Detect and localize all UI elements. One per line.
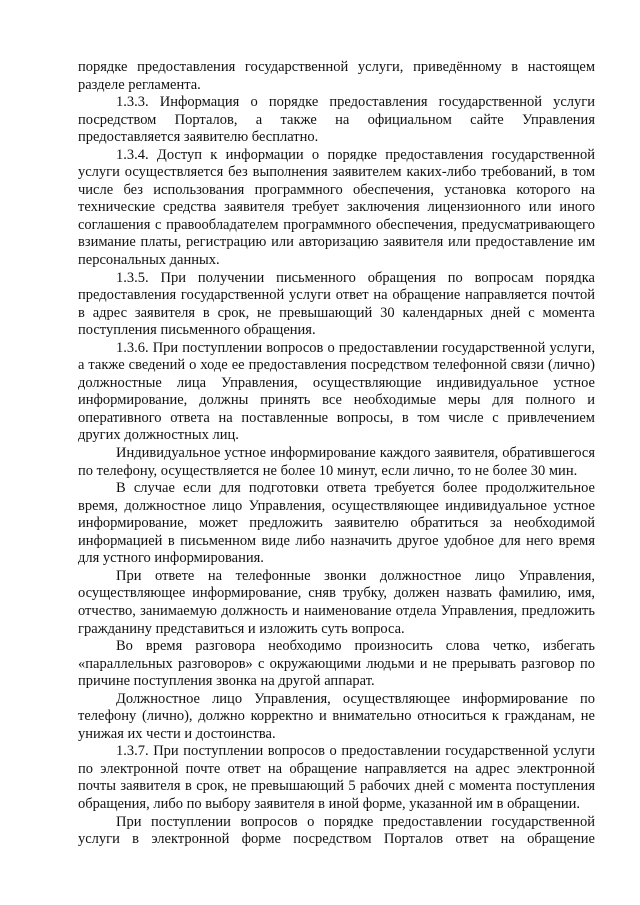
paragraph-1-3-7: 1.3.7. При поступлении вопросов о предоставлении государственной услуги по электронной почте ответ на обращение направляется на адрес электронной почты заявителя в срок, не превышающий 5 рабочих дней с момента поступления обращения, либо по выбору заявителя в иной форме, указанной им в обращении. xyxy=(78,743,595,812)
paragraph-individual-informing: Индивидуальное устное информирование каждого заявителя, обратившегося по телефону, осуществляется не более 10 минут, если лично, то не более 30 мин. xyxy=(78,445,595,479)
paragraph-phone-answer: При ответе на телефонные звонки должностное лицо Управления, осуществляющее информирование, сняв трубку, должен назвать фамилию, имя, отчество, занимаемую должность и наименование отдела Управления, предложить гражданину представиться и изложить суть вопроса. xyxy=(78,567,595,637)
paragraph-continuation: порядке предоставления государственной услуги, приведённому в настоящем разделе регламента. xyxy=(78,59,595,93)
paragraph-1-3-4: 1.3.4. Доступ к информации о порядке предоставления государственной услуги осуществляется без выполнения заявителем каких-либо требований, в том числе без использования программного обеспечения, установка которого на технические средства заявителя требует заключения лицензионного или иного соглашения с правообладателем программного обеспечения, предусматривающего взимание платы, регистрацию или авторизацию заявителя или предоставление им персональных данных. xyxy=(78,146,595,269)
paragraph-1-3-5: 1.3.5. При получении письменного обращения по вопросам порядка предоставления государственной услуги ответ на обращение направляется почтой в адрес заявителя в срок, не превышающий 30 календарных дней с момента поступления письменного обращения. xyxy=(78,269,595,339)
paragraph-official-conduct: Должностное лицо Управления, осуществляющее информирование по телефону (лично), должно корректно и внимательно относиться к гражданам, не унижая их чести и достоинства. xyxy=(78,690,595,742)
paragraph-longer-time: В случае если для подготовки ответа требуется более продолжительное время, должностное лицо Управления, осуществляющее индивидуальное устное информирование, может предложить заявителю обратиться за необходимой информацией в письменном виде либо назначить другое удобное для него время для устного информирования. xyxy=(78,480,595,567)
paragraph-1-3-6: 1.3.6. При поступлении вопросов о предоставлении государственной услуги, а также сведений о ходе ее предоставления посредством телефонной связи (лично) должностные лица Управления, осуществляющие индивидуальное устное информирование, должны принять все необходимые меры для полного и оперативного ответа на поставленные вопросы, в том числе с привлечением других должностных лиц. xyxy=(78,339,595,444)
document-page xyxy=(78,59,595,849)
paragraph-portals-reply: При поступлении вопросов о порядке предоставлении государственной услуги в электронной форме посредством Порталов ответ на обращение xyxy=(78,813,595,848)
paragraph-1-3-3: 1.3.3. Информация о порядке предоставления государственной услуги посредством Порталов, а также на официальном сайте Управления предоставляется заявителю бесплатно. xyxy=(78,94,595,146)
paragraph-conversation: Во время разговора необходимо произносить слова четко, избегать «параллельных разговоров» с окружающими людьми и не прерывать разговор по причине поступления звонка на другой аппарат. xyxy=(78,638,595,690)
